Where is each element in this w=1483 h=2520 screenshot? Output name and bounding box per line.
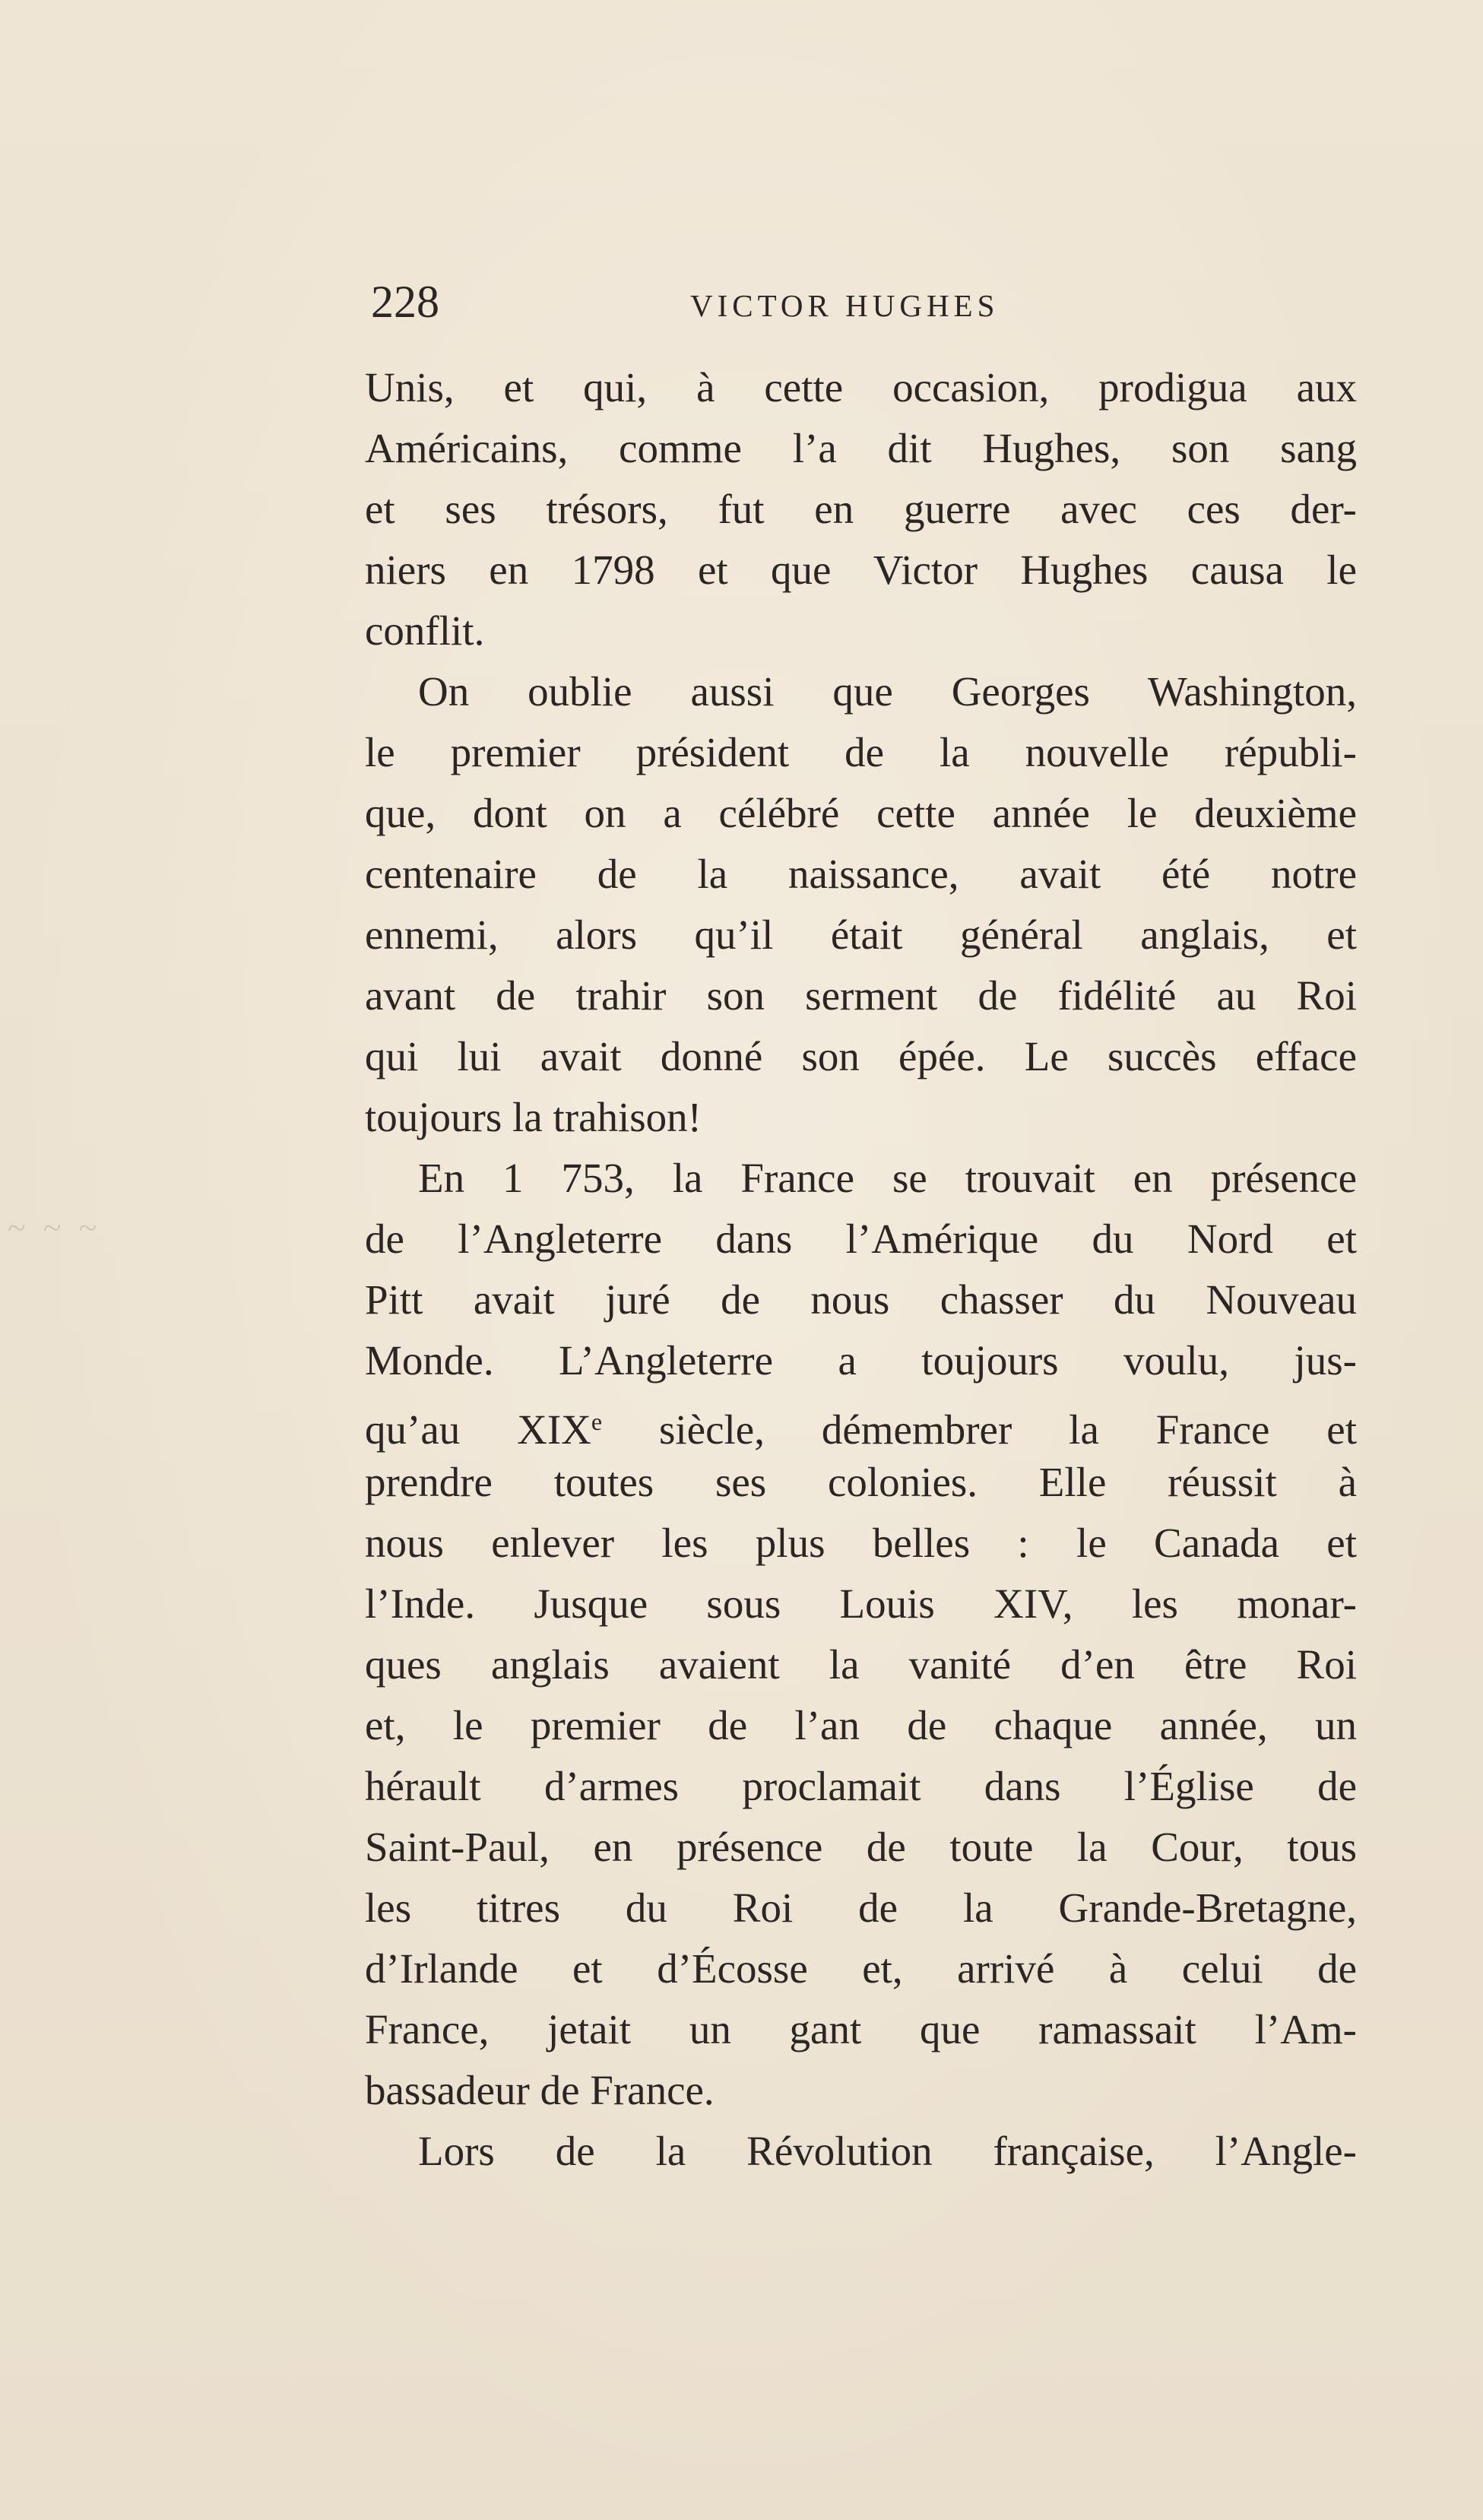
text-line: On oublie aussi que Georges Washington, xyxy=(418,668,1357,715)
text-line: ennemi, alors qu’il était général anglais, et xyxy=(365,911,1357,958)
text-line: Monde. L’Angleterre a toujours voulu, jus- xyxy=(365,1337,1357,1384)
text-line: toujours la trahison! xyxy=(365,1094,702,1140)
text-line: l’Inde. Jusque sous Louis XIV, les monar- xyxy=(365,1580,1357,1627)
text-line: France, jetait un gant que ramassait l’Am- xyxy=(365,2006,1357,2052)
margin-bleed-through: ~ ~ ~ xyxy=(8,1209,102,1247)
text-line: ques anglais avaient la vanité d’en être Roi xyxy=(365,1641,1357,1688)
text-fragment: qu’au XIX xyxy=(365,1406,591,1453)
text-line: Saint-Paul, en présence de toute la Cour, tous xyxy=(365,1824,1357,1870)
text-line: niers en 1798 et que Victor Hughes causa le xyxy=(365,547,1357,593)
page-number: 228 xyxy=(371,277,439,327)
text-line: Américains, comme l’a dit Hughes, son sang xyxy=(365,425,1357,471)
text-line: et ses trésors, fut en guerre avec ces der- xyxy=(365,486,1357,532)
superscript: e xyxy=(591,1408,603,1435)
text-line: prendre toutes ses colonies. Elle réussit à xyxy=(365,1459,1357,1505)
text-line: de l’Angleterre dans l’Amérique du Nord et xyxy=(365,1216,1357,1262)
text-line: conflit. xyxy=(365,607,485,654)
text-line: bassadeur de France. xyxy=(365,2067,715,2113)
text-line: Pitt avait juré de nous chasser du Nouveau xyxy=(365,1276,1357,1323)
body-text xyxy=(365,357,1357,2182)
running-head xyxy=(371,275,1362,328)
text-line: En 1 753, la France se trouvait en présence xyxy=(418,1155,1357,1201)
text-line: le premier président de la nouvelle républi- xyxy=(365,729,1357,775)
text-line: centenaire de la naissance, avait été notre xyxy=(365,851,1357,897)
text-line: avant de trahir son serment de fidélité au Roi xyxy=(365,972,1357,1019)
text-line: Unis, et qui, à cette occasion, prodigua aux xyxy=(365,364,1357,410)
text-line: d’Irlande et d’Écosse et, arrivé à celui de xyxy=(365,1945,1357,1992)
text-line: Lors de la Révolution française, l’Angle- xyxy=(418,2128,1357,2174)
text-line xyxy=(365,1391,1357,1452)
text-line: les titres du Roi de la Grande-Bretagne, xyxy=(365,1884,1357,1931)
text-fragment: siècle, démembrer la France et xyxy=(602,1406,1357,1453)
text-line: et, le premier de l’an de chaque année, un xyxy=(365,1702,1357,1748)
text-line: hérault d’armes proclamait dans l’Église de xyxy=(365,1763,1357,1809)
running-title: VICTOR HUGHES xyxy=(690,288,1000,323)
text-line: qui lui avait donné son épée. Le succès efface xyxy=(365,1033,1357,1079)
text-line: nous enlever les plus belles : le Canada et xyxy=(365,1520,1357,1566)
text-line: que, dont on a célébré cette année le deuxième xyxy=(365,790,1357,836)
